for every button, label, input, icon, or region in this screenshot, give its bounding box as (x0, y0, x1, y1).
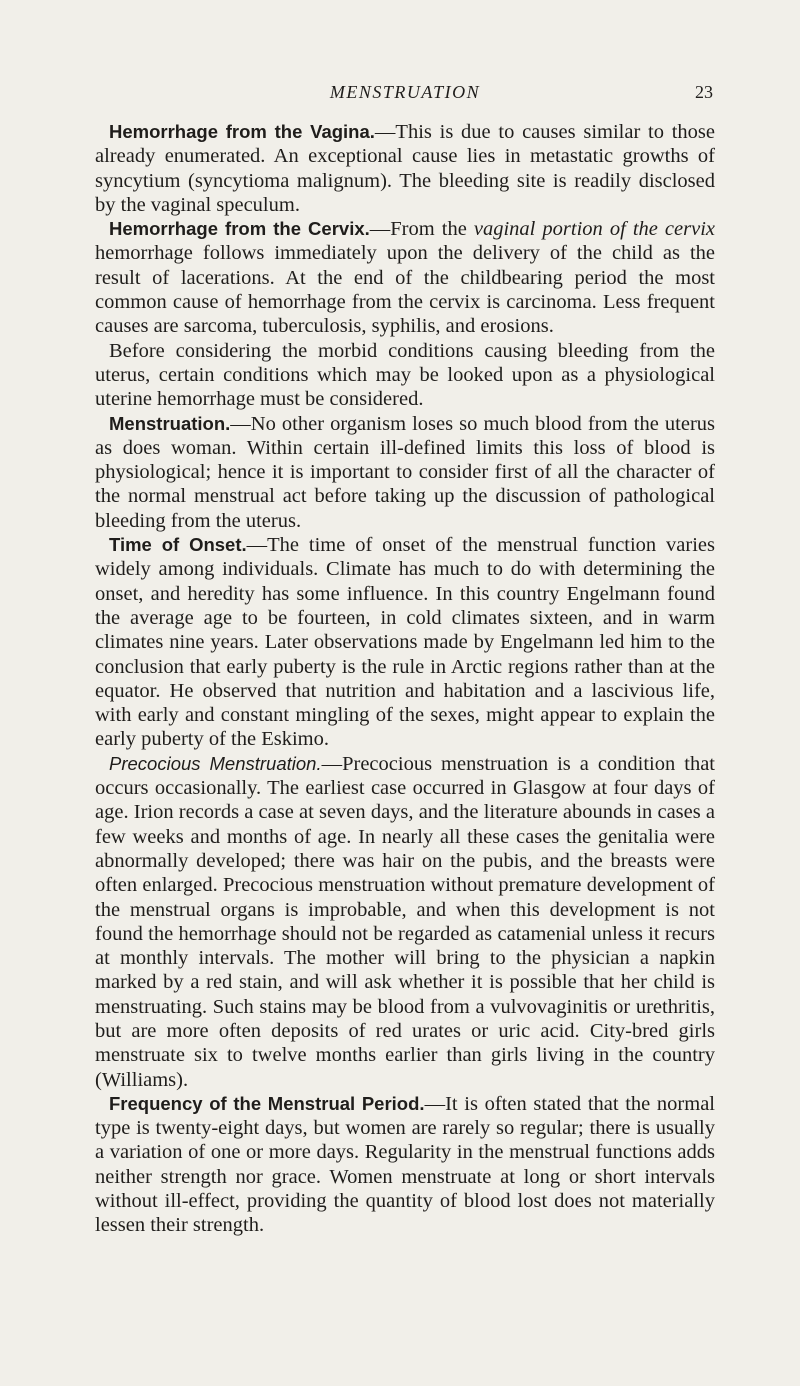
text-menstruation: —No other organism loses so much blood from the uterus as does woman. Within certain ill-defined limits this loss of blood is physiological; hence it is important to consider first of all the character of the normal menstrual act before taking up the discussion of pathological bleeding from the uterus. (95, 412, 715, 532)
paragraph-frequency (95, 1092, 715, 1238)
paragraph-menstruation (95, 412, 715, 533)
body-text (95, 120, 715, 1238)
heading-time-of-onset: Time of Onset. (109, 534, 247, 556)
paragraph-precocious (95, 752, 715, 1092)
paragraph-time-of-onset (95, 533, 715, 752)
text-cervix-after: hemorrhage follows immediately upon the delivery of the child as the result of lacerations. At the end of the childbearing period the most common cause of hemorrhage from the cervix is carcinoma. Less frequent causes are sarcoma, tuberculosis, syphilis, and erosions. (95, 242, 715, 338)
book-page (95, 60, 715, 1238)
heading-precocious: Precocious Menstruation. (109, 752, 322, 774)
paragraph-vagina (95, 120, 715, 217)
text-precocious: —Precocious menstruation is a condition that occurs occasionally. The earliest case occurred in Glasgow at four days of age. Irion records a case at seven days, and the literature abounds in cases a few weeks and months of age. In nearly all these cases the genitalia were abnormally developed; there was hair on the pubis, and the breasts were often enlarged. Precocious menstruation without premature development of the menstrual organs is improbable, and when this development is not found the hemorrhage should not be regarded as catamenial unless it recurs at monthly intervals. The mother will bring to the physician a napkin marked by a red stain, and will ask whether it is possible that her child is menstruating. Such stains may be blood from a vulvovaginitis or urethritis, but are more often deposits of red urates or uric acid. City-bred girls menstruate six to twelve months earlier than girls living in the country (Williams). (95, 752, 715, 1091)
text-vagina: —This is due to causes similar to those already enumerated. An exceptional cause lies in metastatic growths of syncytium (syncytioma malignum). The bleeding site is readily disclosed by the vaginal speculum. (95, 121, 715, 216)
heading-frequency: Frequency of the Menstrual Period. (109, 1092, 425, 1114)
page-number: 23 (695, 82, 713, 102)
text-cervix-italic: vaginal portion of the cervix (473, 218, 716, 241)
text-time-of-onset: —The time of onset of the menstrual function varies widely among individuals. Climate has much to do with determining the onset, and heredity has some influence. In this country Engelmann found the average age to be fourteen, in cold climates sixteen, and in warm climates nine years. Later observations made by Engelmann led him to the conclusion that early puberty is the rule in Arctic regions rather than at the equator. He observed that nutrition and habitation and a lascivious life, with early and constant mingling of the sexes, might appear to explain the early puberty of the Eskimo. (95, 534, 715, 751)
paragraph-cervix (95, 217, 715, 338)
text-before-considering: Before considering the morbid conditions causing bleeding from the uterus, certain conditions which may be looked upon as a physiological uterine hemorrhage must be considered. (95, 339, 715, 411)
running-title: MENSTRUATION (329, 82, 481, 102)
text-cervix-before: —From the (369, 218, 474, 241)
paragraph-before-considering (95, 339, 715, 412)
heading-menstruation: Menstruation. (109, 412, 231, 434)
running-head (95, 60, 715, 120)
text-frequency: —It is often stated that the normal type is twenty-eight days, but women are rarely so regular; there is usually a variation of one or more days. Regularity in the menstrual functions adds neither strength nor grace. Women menstruate at long or short intervals without ill-effect, providing the quantity of blood lost does not materially lessen their strength. (95, 1092, 716, 1237)
heading-vagina: Hemorrhage from the Vagina. (109, 121, 375, 142)
heading-cervix: Hemorrhage from the Cervix. (109, 218, 370, 240)
